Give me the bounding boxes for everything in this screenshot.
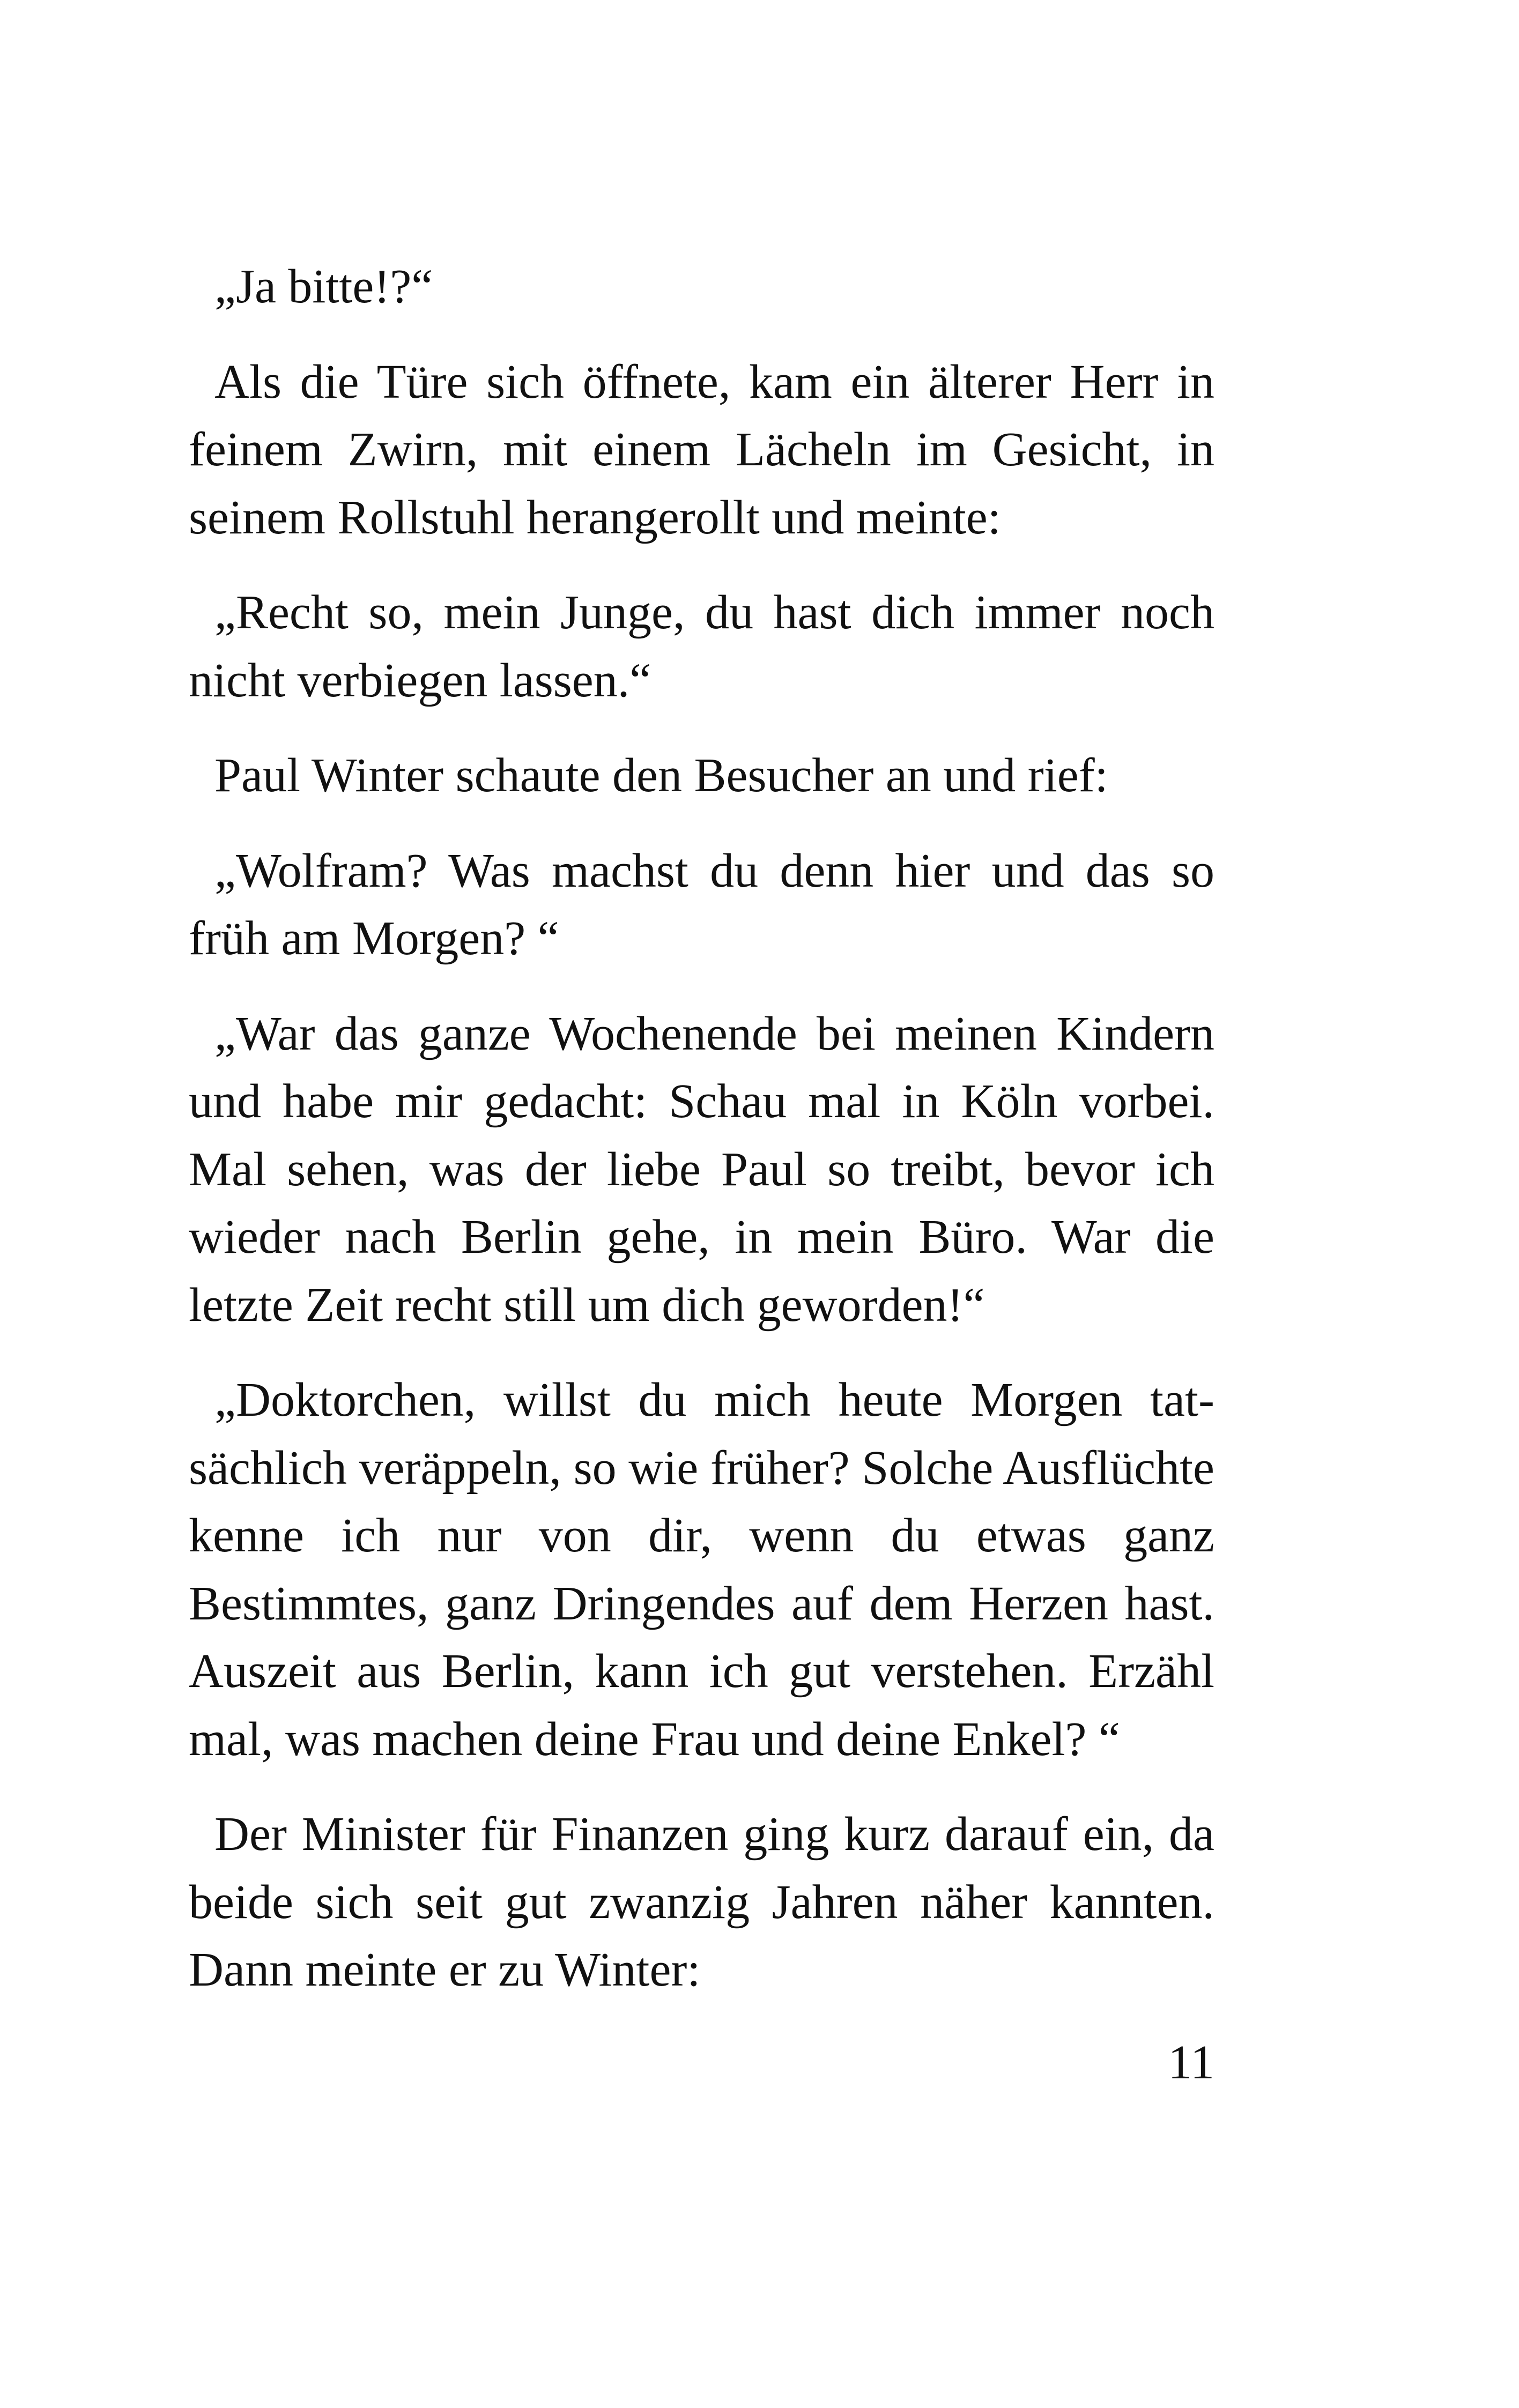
paragraph-6: „War das ganze Wochenende bei meinen Kindern und habe mir gedacht: Schau mal in Köln vorbei. Mal sehen, was der liebe Paul so treibt, bevor ich wieder nach Berlin gehe, in mein Büro. War die letzte Zeit recht still um dich geworden!“: [189, 1007, 1214, 1332]
body-text: [189, 253, 1214, 2032]
paragraph-1: „Ja bitte!?“: [214, 260, 433, 313]
paragraph-8: Der Minister für Finanzen ging kurz darauf ein, da beide sich seit gut zwanzig Jahren näher kannten. Dann meinte er zu Winter:: [189, 1808, 1214, 1996]
paragraph-7: „Doktorchen, willst du mich heute Morgen tatsächlich veräppeln, so wie früher? Solche Ausflüchte kenne ich nur von dir, wenn du etwas ganz Bestimmtes, ganz Dringendes auf dem Herzen hast. Auszeit aus Berlin, kann ich gut verstehen. Erzähl mal, was machen deine Frau und deine Enkel? “: [189, 1373, 1214, 1766]
paragraph-5: „Wolfram? Was machst du denn hier und das so früh am Morgen? “: [189, 844, 1214, 965]
paragraph-3: „Recht so, mein Junge, du hast dich immer noch nicht verbiegen lassen.“: [189, 586, 1214, 707]
paragraph-4: Paul Winter schaute den Besucher an und rief:: [214, 749, 1108, 802]
paragraph-2: Als die Türe sich öffnete, kam ein älterer Herr in feinem Zwirn, mit einem Lächeln im Gesicht, in seinem Rollstuhl herangerollt und meinte:: [189, 355, 1214, 544]
page-number: 11: [1168, 2036, 1214, 2089]
